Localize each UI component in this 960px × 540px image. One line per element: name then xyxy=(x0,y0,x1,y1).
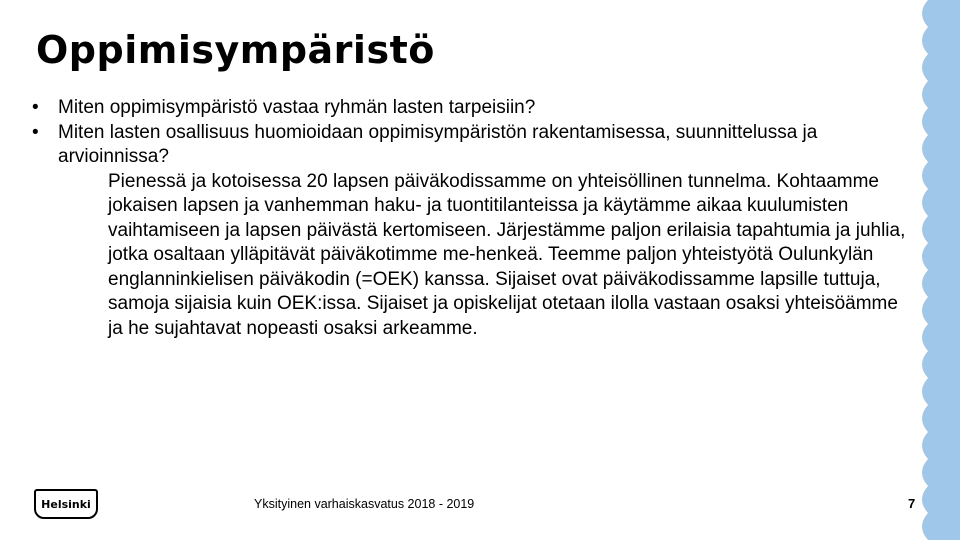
body-paragraph: Pienessä ja kotoisessa 20 lapsen päiväkodissamme on yhteisöllinen tunnelma. Kohtaamme jokaisen lapsen ja vanhemman haku- ja tuontitilanteissa ja käytämme aikaa kuulumisten vaihtamiseen ja lapsen päivästä kertomiseen. Järjestämme paljon erilaisia tapahtumia ja juhlia, jotka osaltaan ylläpitävät päiväkotimme me-henkeä. Teemme paljon yhteistyötä Oulunkylän englanninkielisen päiväkodin (=OEK) kanssa. Sijaiset ovat päiväkodissamme lapsille tuttuja, samoja sijaisia kuin OEK:issa. Sijaiset ja opiskelijat otetaan ilolla vastaan osaksi yhteisöämme ja he sujahtavat nopeasti osaksi arkeamme. xyxy=(108,170,906,339)
bullet-text: Miten oppimisympäristö vastaa ryhmän lasten tarpeisiin? xyxy=(58,97,536,118)
bullet-list xyxy=(32,96,906,360)
footer-text: Yksityinen varhaiskasvatus 2018 - 2019 xyxy=(254,497,475,511)
helsinki-logo: Helsinki xyxy=(34,489,98,519)
bullet-dot-icon: • xyxy=(32,97,39,118)
bullet-text: Miten lasten osallisuus huomioidaan oppimisympäristön rakentamisessa, suunnittelussa ja arvioinnissa? xyxy=(58,121,818,167)
bullet-item xyxy=(32,121,862,170)
slide-title: Oppimisympäristö xyxy=(36,28,435,72)
page-number: 7 xyxy=(908,496,916,511)
bullet-item xyxy=(32,96,862,121)
bullet-dot-icon: • xyxy=(32,121,39,143)
